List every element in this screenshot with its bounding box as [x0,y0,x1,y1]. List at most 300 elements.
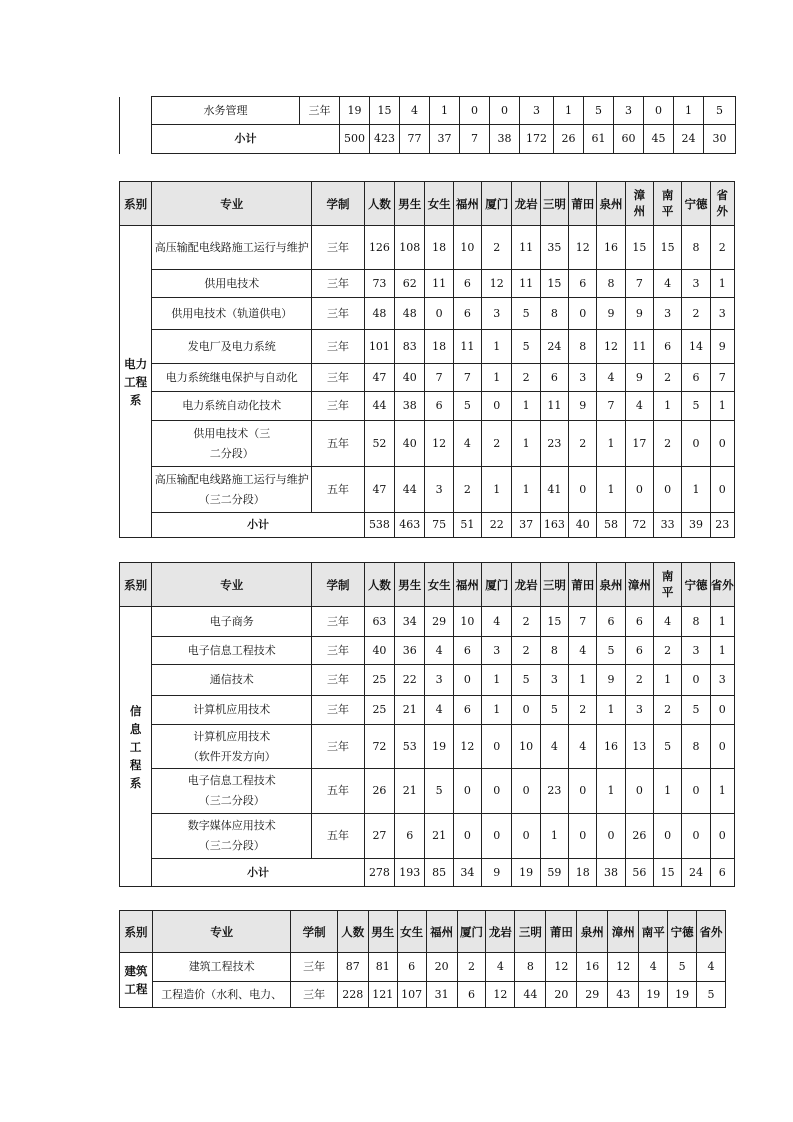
dept-label: 建筑工程 [120,953,153,1008]
value-cell: 47 [364,364,394,392]
value-cell: 11 [540,392,568,421]
value-cell: 0 [512,769,540,814]
table-row [120,982,726,1008]
col-header: 人数 [364,182,394,226]
value-cell: 83 [395,330,425,364]
value-cell: 48 [395,298,425,330]
value-cell: 4 [453,421,481,467]
value-cell: 4 [653,270,681,298]
value-cell: 40 [364,637,394,665]
value-cell: 44 [364,392,394,421]
table-row [120,637,735,665]
value-cell: 5 [512,298,540,330]
value-cell: 1 [653,769,681,814]
table-row [120,364,735,392]
table-row [120,270,735,298]
value-cell: 0 [512,696,540,725]
value-cell: 15 [370,97,400,125]
value-cell: 2 [682,298,710,330]
value-cell: 6 [457,982,486,1008]
value-cell: 63 [364,607,394,637]
value-cell: 4 [486,953,515,982]
table-dept-construction [119,910,726,1008]
value-cell: 0 [425,298,453,330]
value-cell: 2 [512,364,540,392]
value-cell: 0 [644,97,674,125]
value-cell: 0 [460,97,490,125]
value-cell: 5 [697,982,726,1008]
value-cell: 6 [397,953,426,982]
col-header: 女生 [397,911,426,953]
value-cell: 0 [482,725,512,769]
value-cell: 2 [482,226,512,270]
value-cell: 24 [540,330,568,364]
value-cell: 101 [364,330,394,364]
col-header: 男生 [395,563,425,607]
value-cell: 3 [569,364,597,392]
value-cell: 0 [710,696,734,725]
value-cell: 9 [482,859,512,887]
value-cell: 1 [597,696,625,725]
col-header: 学制 [291,911,337,953]
col-header: 省外 [710,182,734,226]
value-cell: 7 [460,125,490,154]
major-cell: 通信技术 [152,665,312,696]
value-cell: 25 [364,665,394,696]
value-cell: 26 [554,125,584,154]
value-cell: 40 [569,513,597,538]
value-cell: 72 [625,513,653,538]
value-cell: 0 [453,814,481,859]
value-cell: 1 [710,392,734,421]
value-cell: 75 [425,513,453,538]
value-cell: 2 [653,364,681,392]
value-cell: 7 [710,364,734,392]
value-cell: 12 [482,270,512,298]
value-cell: 43 [608,982,639,1008]
value-cell: 0 [453,769,481,814]
value-cell: 12 [425,421,453,467]
value-cell: 52 [364,421,394,467]
dept-cell [120,125,152,154]
table-row [120,97,736,125]
value-cell: 16 [577,953,608,982]
value-cell: 5 [682,392,710,421]
value-cell: 12 [486,982,515,1008]
col-header: 漳州 [625,563,653,607]
value-cell: 11 [625,330,653,364]
major-cell: 发电厂及电力系统 [152,330,312,364]
value-cell: 60 [614,125,644,154]
value-cell: 4 [569,637,597,665]
value-cell: 62 [395,270,425,298]
value-cell: 44 [395,467,425,513]
value-cell: 463 [395,513,425,538]
col-header: 三明 [540,182,568,226]
value-cell: 10 [453,607,481,637]
value-cell: 4 [639,953,668,982]
value-cell: 0 [512,814,540,859]
col-header: 莆田 [569,182,597,226]
value-cell: 278 [364,859,394,887]
years-cell: 五年 [312,769,365,814]
value-cell: 20 [546,982,577,1008]
col-header: 福州 [453,182,481,226]
value-cell: 4 [697,953,726,982]
table-row [120,769,735,814]
value-cell: 2 [625,665,653,696]
col-header: 泉州 [597,563,625,607]
value-cell: 11 [512,226,540,270]
value-cell: 5 [682,696,710,725]
value-cell: 9 [597,298,625,330]
table-header-row [120,911,726,953]
value-cell: 1 [682,467,710,513]
value-cell: 4 [482,607,512,637]
value-cell: 0 [710,814,734,859]
value-cell: 20 [426,953,457,982]
value-cell: 1 [710,270,734,298]
value-cell: 8 [597,270,625,298]
value-cell: 38 [395,392,425,421]
major-cell: 供用电技术（轨道供电） [152,298,312,330]
value-cell: 18 [569,859,597,887]
dept-label: 电力工程系 [120,226,152,538]
col-header: 莆田 [569,563,597,607]
col-header: 学制 [312,563,365,607]
value-cell: 38 [490,125,520,154]
value-cell: 3 [614,97,644,125]
years-cell: 三年 [300,97,340,125]
value-cell: 2 [653,696,681,725]
value-cell: 21 [425,814,453,859]
value-cell: 8 [682,725,710,769]
value-cell: 33 [653,513,681,538]
value-cell: 31 [426,982,457,1008]
value-cell: 0 [482,814,512,859]
col-header: 龙岩 [512,563,540,607]
value-cell: 1 [597,467,625,513]
table-dept-info [119,562,735,887]
value-cell: 19 [425,725,453,769]
value-cell: 0 [625,769,653,814]
value-cell: 423 [370,125,400,154]
col-header: 系别 [120,911,153,953]
value-cell: 38 [597,859,625,887]
col-header: 省外 [710,563,734,607]
value-cell: 4 [425,696,453,725]
value-cell: 16 [597,226,625,270]
value-cell: 12 [453,725,481,769]
value-cell: 9 [569,392,597,421]
value-cell: 12 [569,226,597,270]
value-cell: 9 [625,298,653,330]
table-row [120,330,735,364]
subtotal-label: 小计 [152,125,340,154]
value-cell: 1 [710,607,734,637]
table-row [120,421,735,467]
value-cell: 6 [597,607,625,637]
value-cell: 8 [540,298,568,330]
value-cell: 25 [364,696,394,725]
value-cell: 11 [425,270,453,298]
value-cell: 34 [395,607,425,637]
value-cell: 0 [710,421,734,467]
value-cell: 1 [540,814,568,859]
value-cell: 3 [520,97,554,125]
years-cell: 三年 [312,298,365,330]
col-header: 女生 [425,563,453,607]
value-cell: 3 [682,637,710,665]
value-cell: 21 [395,769,425,814]
value-cell: 1 [674,97,704,125]
value-cell: 41 [540,467,568,513]
value-cell: 23 [540,769,568,814]
years-cell: 三年 [312,364,365,392]
value-cell: 1 [653,392,681,421]
value-cell: 8 [682,607,710,637]
value-cell: 0 [490,97,520,125]
value-cell: 6 [453,298,481,330]
major-cell: 供用电技术（三二分段） [152,421,312,467]
col-header: 泉州 [597,182,625,226]
col-header: 南平 [653,182,681,226]
value-cell: 2 [710,226,734,270]
dept-cell [120,97,152,125]
value-cell: 6 [682,364,710,392]
value-cell: 1 [482,364,512,392]
value-cell: 15 [653,859,681,887]
col-header: 专业 [152,182,312,226]
value-cell: 29 [425,607,453,637]
col-header: 宁德 [682,182,710,226]
years-cell: 三年 [312,392,365,421]
value-cell: 1 [512,467,540,513]
table-row [120,226,735,270]
table-row [120,953,726,982]
major-cell: 供用电技术 [152,270,312,298]
value-cell: 0 [682,814,710,859]
value-cell: 18 [425,226,453,270]
value-cell: 0 [453,665,481,696]
value-cell: 538 [364,513,394,538]
value-cell: 6 [625,607,653,637]
value-cell: 1 [482,696,512,725]
col-header: 福州 [426,911,457,953]
years-cell: 三年 [312,330,365,364]
value-cell: 0 [482,769,512,814]
value-cell: 6 [453,696,481,725]
value-cell: 11 [512,270,540,298]
value-cell: 4 [400,97,430,125]
value-cell: 5 [425,769,453,814]
value-cell: 24 [674,125,704,154]
value-cell: 56 [625,859,653,887]
value-cell: 1 [710,637,734,665]
value-cell: 0 [625,467,653,513]
value-cell: 5 [584,97,614,125]
value-cell: 7 [425,364,453,392]
value-cell: 163 [540,513,568,538]
value-cell: 15 [625,226,653,270]
value-cell: 2 [569,696,597,725]
major-cell: 计算机应用技术 [152,696,312,725]
value-cell: 7 [597,392,625,421]
value-cell: 2 [453,467,481,513]
value-cell: 5 [653,725,681,769]
value-cell: 22 [395,665,425,696]
col-header: 专业 [152,563,312,607]
value-cell: 8 [682,226,710,270]
value-cell: 0 [569,298,597,330]
value-cell: 0 [482,392,512,421]
col-header: 漳州 [608,911,639,953]
value-cell: 3 [682,270,710,298]
years-cell: 三年 [312,637,365,665]
value-cell: 0 [710,467,734,513]
value-cell: 21 [395,696,425,725]
subtotal-row [120,513,735,538]
value-cell: 107 [397,982,426,1008]
col-header: 人数 [364,563,394,607]
value-cell: 5 [453,392,481,421]
value-cell: 3 [653,298,681,330]
value-cell: 4 [425,637,453,665]
table-row [120,392,735,421]
col-header: 女生 [425,182,453,226]
value-cell: 29 [577,982,608,1008]
value-cell: 9 [597,665,625,696]
subtotal-row [120,859,735,887]
value-cell: 27 [364,814,394,859]
table-header-row [120,182,735,226]
value-cell: 12 [608,953,639,982]
value-cell: 1 [554,97,584,125]
value-cell: 13 [625,725,653,769]
value-cell: 77 [400,125,430,154]
years-cell: 三年 [312,665,365,696]
value-cell: 500 [340,125,370,154]
value-cell: 15 [540,607,568,637]
major-cell: 数字媒体应用技术（三二分段） [152,814,312,859]
value-cell: 5 [597,637,625,665]
value-cell: 35 [540,226,568,270]
value-cell: 8 [515,953,546,982]
value-cell: 108 [395,226,425,270]
value-cell: 87 [337,953,368,982]
value-cell: 4 [625,392,653,421]
value-cell: 37 [430,125,460,154]
value-cell: 19 [668,982,697,1008]
value-cell: 5 [704,97,736,125]
value-cell: 6 [653,330,681,364]
major-cell: 计算机应用技术（软件开发方向） [152,725,312,769]
value-cell: 19 [512,859,540,887]
value-cell: 6 [395,814,425,859]
table-row [120,467,735,513]
value-cell: 1 [482,467,512,513]
major-cell: 建筑工程技术 [153,953,291,982]
col-header: 南平 [639,911,668,953]
value-cell: 1 [597,421,625,467]
value-cell: 5 [512,330,540,364]
value-cell: 3 [710,665,734,696]
major-cell: 电力系统继电保护与自动化 [152,364,312,392]
value-cell: 16 [597,725,625,769]
value-cell: 24 [682,859,710,887]
years-cell: 三年 [312,696,365,725]
years-cell: 三年 [312,270,365,298]
value-cell: 2 [512,607,540,637]
value-cell: 1 [512,392,540,421]
years-cell: 五年 [312,467,365,513]
value-cell: 61 [584,125,614,154]
major-cell: 工程造价（水利、电力、 [153,982,291,1008]
value-cell: 2 [457,953,486,982]
value-cell: 53 [395,725,425,769]
table-row [120,665,735,696]
value-cell: 39 [682,513,710,538]
col-header: 省外 [697,911,726,953]
col-header: 系别 [120,182,152,226]
value-cell: 3 [625,696,653,725]
value-cell: 58 [597,513,625,538]
value-cell: 9 [625,364,653,392]
value-cell: 48 [364,298,394,330]
value-cell: 34 [453,859,481,887]
col-header: 人数 [337,911,368,953]
value-cell: 2 [653,637,681,665]
value-cell: 9 [710,330,734,364]
value-cell: 1 [569,665,597,696]
table-fragment-top [119,96,736,154]
value-cell: 72 [364,725,394,769]
value-cell: 26 [364,769,394,814]
col-header: 宁德 [682,563,710,607]
value-cell: 121 [368,982,397,1008]
col-header: 男生 [395,182,425,226]
value-cell: 5 [540,696,568,725]
value-cell: 0 [653,467,681,513]
value-cell: 15 [540,270,568,298]
value-cell: 2 [569,421,597,467]
table-row [120,696,735,725]
value-cell: 0 [653,814,681,859]
major-cell: 高压输配电线路施工运行与维护 [152,226,312,270]
major-cell: 电子信息工程技术 [152,637,312,665]
value-cell: 10 [512,725,540,769]
value-cell: 51 [453,513,481,538]
value-cell: 2 [482,421,512,467]
value-cell: 6 [710,859,734,887]
value-cell: 59 [540,859,568,887]
value-cell: 22 [482,513,512,538]
value-cell: 12 [546,953,577,982]
value-cell: 81 [368,953,397,982]
subtotal-label: 小计 [152,513,364,538]
col-header: 学制 [312,182,365,226]
value-cell: 3 [425,467,453,513]
value-cell: 228 [337,982,368,1008]
major-cell: 电力系统自动化技术 [152,392,312,421]
value-cell: 0 [597,814,625,859]
value-cell: 40 [395,364,425,392]
major-cell: 电子信息工程技术（三二分段） [152,769,312,814]
value-cell: 23 [540,421,568,467]
col-header: 男生 [368,911,397,953]
value-cell: 6 [625,637,653,665]
value-cell: 15 [653,226,681,270]
